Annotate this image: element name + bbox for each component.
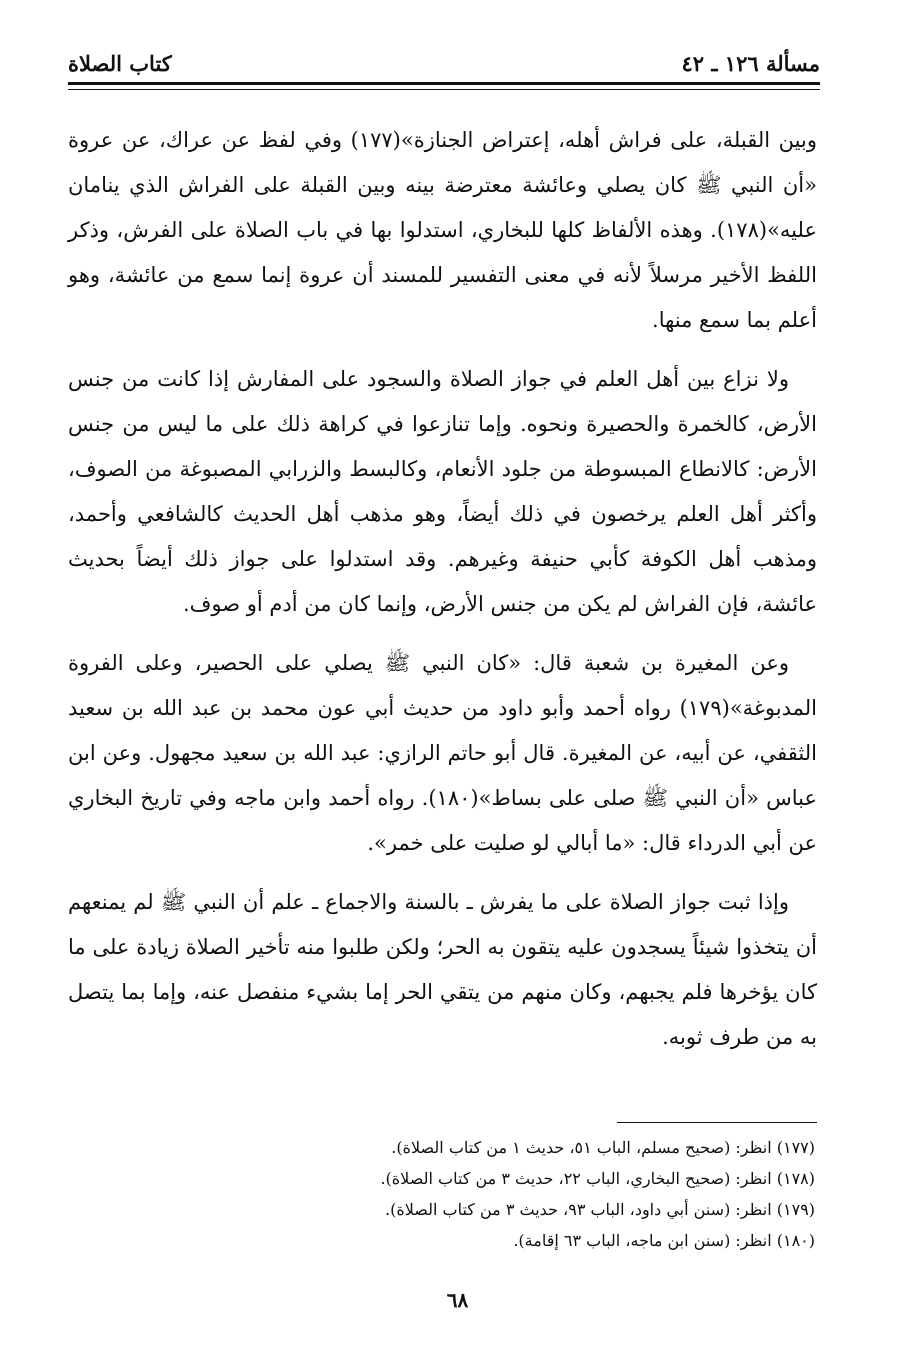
page-number: ٦٨	[446, 1288, 469, 1312]
footnote-180: (١٨٠) انظر: (سنن ابن ماجه، الباب ٦٣ إقامة).	[513, 1231, 815, 1250]
paragraph-3: وعن المغيرة بن شعبة قال: «كان النبي ﷺ يصلي على الحصير، وعلى الفروة المدبوغة»(١٧٩) رواه أحمد وأبو داود من حديث أبي عون محمد بن عبد الله بن سعيد الثقفي، عن أبيه، عن المغيرة. قال أبو حاتم الرازي: عبد الله بن سعيد مجهول. وعن ابن عباس «أن النبي ﷺ صلى على بساط»(١٨٠). رواه أحمد وابن ماجه وفي تاريخ البخاري عن أبي الدرداء قال: «ما أبالي لو صليت على خمر».	[68, 651, 818, 855]
header-rule-thick	[68, 82, 820, 85]
paragraph-2: ولا نزاع بين أهل العلم في جواز الصلاة والسجود على المفارش إذا كانت من جنس الأرض، كالخمرة والحصيرة ونحوه. وإما تنازعوا في كراهة ذلك على ما ليس من جنس الأرض: كالانطاع المبسوطة من جلود الأنعام، وكالبسط والزرابي المصبوغة من الصوف، وأكثر أهل العلم يرخصون في ذلك أيضاً، وهو مذهب أهل الحديث كالشافعي وأحمد، ومذهب أهل الكوفة كأبي حنيفة وغيرهم. وقد استدلوا على جواز ذلك أيضاً بحديث عائشة، فإن الفراش لم يكن من جنس الأرض، وإنما كان من أدم أو صوف.	[68, 367, 817, 616]
footnote-177: (١٧٧) انظر: (صحيح مسلم، الباب ٥١، حديث ١ من كتاب الصلاة).	[391, 1138, 815, 1157]
footnote-179: (١٧٩) انظر: (سنن أبي داود، الباب ٩٣، حديث ٣ من كتاب الصلاة).	[384, 1200, 815, 1219]
paragraph-1: وبين القبلة، على فراش أهله، إعتراض الجنازة»(١٧٧) وفي لفظ عن عراك، عن عروة «أن النبي ﷺ كان يصلي وعائشة معترضة بينه وبين القبلة على الفراش الذي ينامان عليه»(١٧٨). وهذه الألفاظ كلها للبخاري، استدلوا بها في باب الصلاة على الفرش، وذكر اللفظ الأخير مرسلاً لأنه في معنى التفسير للمسند أن عروة إنما سمع من عائشة، وهو أعلم بما سمع منها.	[68, 128, 817, 332]
footnotes	[68, 1132, 815, 1256]
running-header	[68, 36, 820, 76]
paragraph-4: وإذا ثبت جواز الصلاة على ما يفرش ـ بالسنة والاجماع ـ علم أن النبي ﷺ لم يمنعهم أن يتخذوا شيئاً يسجدون عليه يتقون به الحر؛ ولكن طلبوا منه تأخير الصلاة زيادة على ما كان يؤخرها فلم يجبهم، وكان منهم من يتقي الحر إما بشيء منفصل عنه، وإما بما يتصل به من طرف ثوبه.	[68, 890, 817, 1049]
footnote-separator	[617, 1122, 817, 1123]
main-text	[68, 118, 817, 1074]
header-book-title: كتاب الصلاة	[68, 51, 172, 76]
header-issue-title: مسألة ١٢٦ ـ ٤٢	[681, 51, 820, 76]
header-rule-thin	[68, 89, 820, 90]
footnote-178: (١٧٨) انظر: (صحيح البخاري، الباب ٢٢، حديث ٣ من كتاب الصلاة).	[380, 1169, 815, 1188]
